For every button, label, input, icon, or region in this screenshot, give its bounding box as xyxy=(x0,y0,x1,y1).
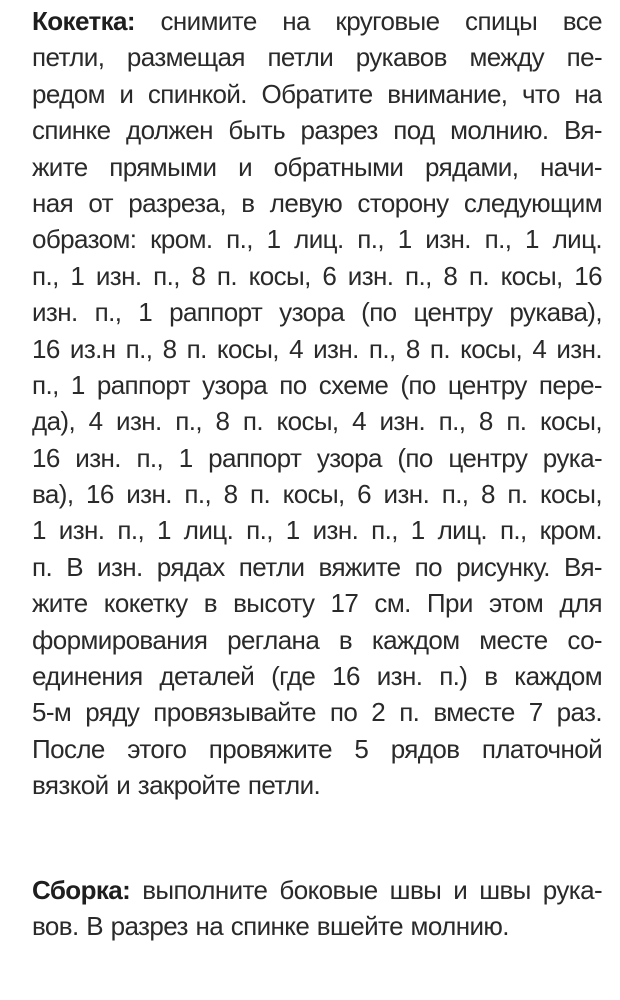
yoke-heading: Кокетка: xyxy=(32,6,135,36)
text-line: После этого провяжите 5 рядов платочной xyxy=(32,733,602,764)
text-line: п., 1 раппорт узора по схеме (по центру пере- xyxy=(32,369,602,400)
text-line: п. В изн. рядах петли вяжите по рисунку. Вя- xyxy=(32,551,602,582)
text-line: 16 изн. п., 1 раппорт узора (по центру рука- xyxy=(32,442,602,473)
text-line: вов. В разрез на спинке вшейте молнию. xyxy=(32,911,509,942)
text-line: изн. п., 1 раппорт узора (по центру рукава), xyxy=(32,297,602,328)
text-line: п., 1 изн. п., 8 п. косы, 6 изн. п., 8 п. косы, 16 xyxy=(32,260,602,291)
text-line: жите прямыми и обратными рядами, начи- xyxy=(32,151,602,182)
assembly-paragraph xyxy=(32,872,602,945)
text-line: вязкой и закройте петли. xyxy=(32,770,321,801)
text-line: да), 4 изн. п., 8 п. косы, 4 изн. п., 8 п. косы, xyxy=(32,406,602,437)
text-line: 5-м ряду провязывайте по 2 п. вместе 7 раз. xyxy=(32,697,602,728)
text-line: ва), 16 изн. п., 8 п. косы, 6 изн. п., 8 п. косы, xyxy=(32,479,602,510)
text-line: формирования реглана в каждом месте со- xyxy=(32,624,602,655)
text-line: редом и спинкой. Обратите внимание, что на xyxy=(32,78,602,109)
yoke-paragraph xyxy=(32,3,602,804)
assembly-heading: Сборка: xyxy=(32,875,131,905)
text-line: единения деталей (где 16 изн. п.) в каждом xyxy=(32,661,602,692)
text-line: 16 из.н п., 8 п. косы, 4 изн. п., 8 п. косы, 4 изн. xyxy=(32,333,602,364)
text-line: ная от разреза, в левую сторону следующим xyxy=(32,187,602,218)
text-line: петли, размещая петли рукавов между пе- xyxy=(32,42,602,73)
text-line-content: выполните боковые швы и швы рука- xyxy=(130,875,602,905)
text-line xyxy=(32,3,602,39)
text-line: жите кокетку в высоту 17 см. При этом для xyxy=(32,588,602,619)
text-line: образом: кром. п., 1 лиц. п., 1 изн. п., 1 лиц. xyxy=(32,224,602,255)
text-line xyxy=(32,872,602,908)
text-line: 1 изн. п., 1 лиц. п., 1 изн. п., 1 лиц. п., кром. xyxy=(32,515,602,546)
text-line-content: снимите на круговые спицы все xyxy=(134,6,602,36)
text-line: спинке должен быть разрез под молнию. Вя- xyxy=(32,115,602,146)
